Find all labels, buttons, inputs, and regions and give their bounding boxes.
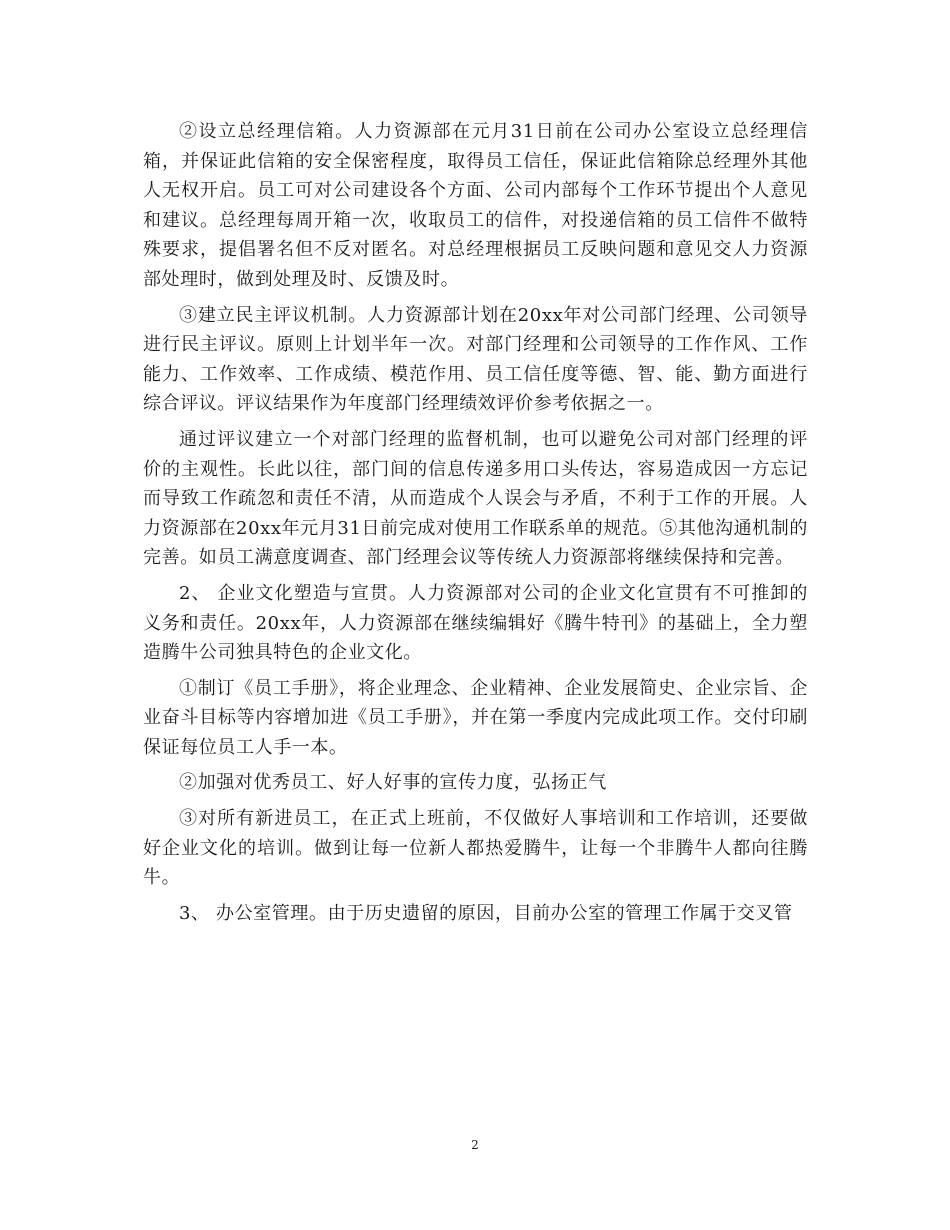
paragraph-supervision-mechanism: 通过评议建立一个对部门经理的监督机制，也可以避免公司对部门经理的评价的主观性。长此以往，部门间的信息传递多用口头传达，容易造成因一方忘记而导致工作疏忽和责任不清，从而造成个人误会与矛盾，不利于工作的开展。人力资源部在20xx年元月31日前完成对使用工作联系单的规范。⑤其他沟通机制的完善。如员工满意度调查、部门经理会议等传统人力资源部将继续保持和完善。 xyxy=(143,428,808,569)
paragraph-office-management: 3、 办公室管理。由于历史遗留的原因，目前办公室的管理工作属于交叉管 xyxy=(179,902,793,924)
paragraph-corporate-culture: 2、 企业文化塑造与宣贯。人力资源部对公司的企业文化宣贯有不可推卸的义务和责任。20xx年，人力资源部在继续编辑好《腾牛特刊》的基础上，全力塑造腾牛公司独具特色的企业文化。 xyxy=(143,582,808,664)
paragraph-general-manager-mailbox: ②设立总经理信箱。人力资源部在元月31日前在公司办公室设立总经理信箱，并保证此信箱的安全保密程度，取得员工信任，保证此信箱除总经理外其他人无权开启。员工可对公司建设各个方面、公司内部每个工作环节提出个人意见和建议。总经理每周开箱一次，收取员工的信件，对投递信箱的员工信件不做特殊要求，提倡署名但不反对匿名。对总经理根据员工反映问题和意见交人力资源部处理时，做到处理及时、反馈及时。 xyxy=(143,121,808,290)
paragraph-publicity: ②加强对优秀员工、好人好事的宣传力度，弘扬正气 xyxy=(179,772,607,794)
paragraph-new-employee-training: ③对所有新进员工，在正式上班前，不仅做好人事培训和工作培训，还要做好企业文化的培训。做到让每一位新人都热爱腾牛，让每一个非腾牛人都向往腾牛。 xyxy=(143,808,808,889)
document-body xyxy=(143,117,808,934)
paragraph-employee-handbook: ①制订《员工手册》，将企业理念、企业精神、企业发展简史、企业宗旨、企业奋斗目标等内容增加进《员工手册》，并在第一季度内完成此项工作。交付印刷保证每位员工人手一本。 xyxy=(143,677,808,758)
page-number: 2 xyxy=(471,1138,479,1152)
paragraph-democratic-review: ③建立民主评议机制。人力资源部计划在20xx年对公司部门经理、公司领导进行民主评议。原则上计划半年一次。对部门经理和公司领导的工作作风、工作能力、工作效率、工作成绩、模范作用、员工信任度等德、智、能、勤方面进行综合评议。评议结果作为年度部门经理绩效评价参考依据之一。 xyxy=(143,304,808,415)
